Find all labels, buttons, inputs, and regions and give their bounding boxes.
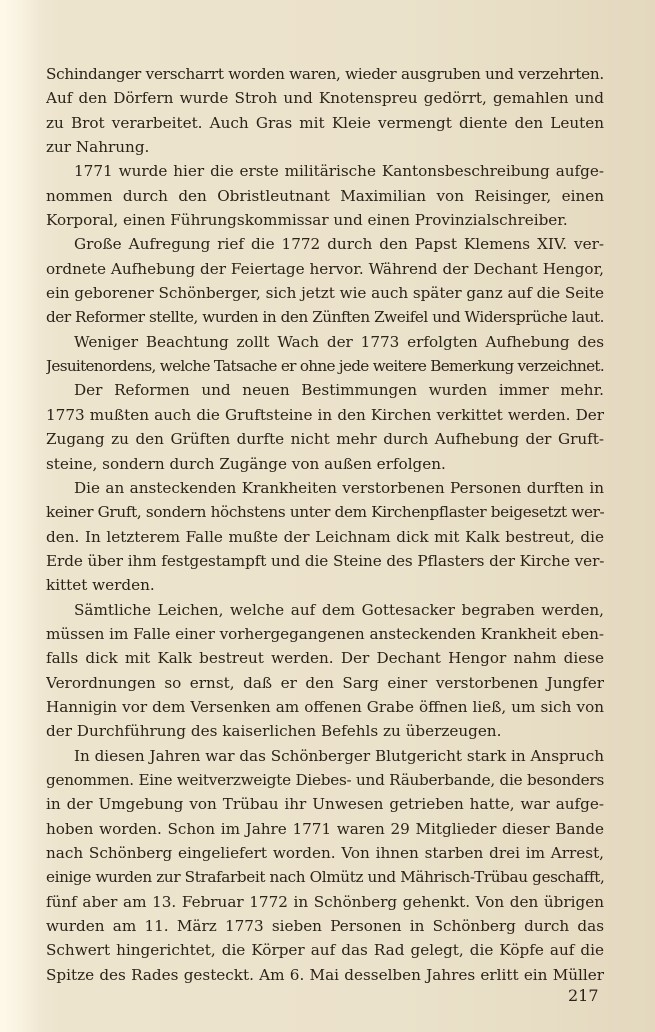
text-line: Spitze des Rades gesteckt. Am 6. Mai desselben Jahres erlitt ein Müller — [46, 965, 604, 984]
paragraph — [46, 378, 604, 475]
text-line: steine, sondern durch Zugänge von außen erfolgen. — [46, 454, 446, 473]
text-line: ein geborener Schönberger, sich jetzt wie auch später ganz auf die Seite — [46, 284, 604, 303]
text-line: hoben worden. Schon im Jahre 1771 waren 29 Mitglieder dieser Bande — [46, 819, 604, 838]
text-line: nach Schönberg eingeliefert worden. Von ihnen starben drei im Arrest, — [46, 844, 604, 862]
text-line: zu Brot verarbeitet. Auch Gras mit Kleie vermengt diente den Leuten — [46, 113, 604, 132]
text-line: fünf aber am 13. Februar 1772 in Schönberg gehenkt. Von den übrigen — [46, 892, 604, 911]
paragraph — [46, 598, 604, 744]
text-line: falls dick mit Kalk bestreut werden. Der Dechant Hengor nahm diese — [46, 649, 604, 668]
text-line: der Reformer stellte, wurden in den Zünften Zweifel und Widersprüche laut. — [46, 308, 604, 327]
text-line: müssen im Falle einer vorhergegangenen ansteckenden Krankheit eben- — [46, 624, 604, 643]
text-line: in der Umgebung von Trübau ihr Unwesen getrieben hatte, war aufge- — [46, 795, 604, 814]
text-line: 1771 wurde hier die erste militärische Kantonsbeschreibung aufge- — [74, 162, 604, 181]
paragraph — [46, 744, 604, 987]
text-line: Die an ansteckenden Krankheiten verstorbenen Personen durften in — [74, 478, 604, 497]
text-line: ordnete Aufhebung der Feiertage hervor. Während der Dechant Hengor, — [46, 259, 604, 278]
text-line: Auf den Dörfern wurde Stroh und Knotenspreu gedörrt, gemahlen und — [46, 89, 604, 108]
text-line: der Durchführung des kaiserlichen Befehls zu überzeugen. — [46, 722, 502, 741]
text-line: Sämtliche Leichen, welche auf dem Gottesacker begraben werden, — [74, 600, 604, 619]
text-line: einige wurden zur Strafarbeit nach Olmütz und Mährisch-Trübau geschafft, — [46, 868, 604, 887]
text-line: Jesuitenordens, welche Tatsache er ohne jede weitere Bemerkung verzeichnet. — [46, 357, 604, 376]
text-line: nommen durch den Obristleutnant Maximilian von Reisinger, einen — [46, 186, 604, 205]
text-line: In diesen Jahren war das Schönberger Blutgericht stark in Anspruch — [74, 746, 604, 765]
paragraph — [46, 62, 604, 159]
text-line: Erde über ihm festgestampft und die Steine des Pflasters der Kirche ver- — [46, 551, 604, 570]
text-line: Weniger Beachtung zollt Wach der 1773 erfolgten Aufhebung des — [74, 332, 604, 351]
text-line: genommen. Eine weitverzweigte Diebes- und Räuberbande, die besonders — [46, 770, 604, 789]
text-line: Schindanger verscharrt worden waren, wieder ausgruben und verzehrten. — [46, 65, 604, 83]
body-text — [46, 62, 604, 987]
text-line: Verordnungen so ernst, daß er den Sarg einer verstorbenen Jungfer — [46, 673, 604, 692]
text-line: den. In letzterem Falle mußte der Leichnam dick mit Kalk bestreut, die — [46, 527, 604, 546]
text-line: Schwert hingerichtet, die Körper auf das Rad gelegt, die Köpfe auf die — [46, 941, 604, 960]
text-line: Große Aufregung rief die 1772 durch den Papst Klemens XIV. ver- — [74, 235, 604, 254]
text-line: Korporal, einen Führungskommissar und einen Provinzialschreiber. — [46, 211, 568, 230]
text-line: wurden am 11. März 1773 sieben Personen in Schönberg durch das — [46, 917, 604, 936]
text-line: Hannigin vor dem Versenken am offenen Grabe öffnen ließ, um sich von — [46, 697, 604, 716]
text-line: zur Nahrung. — [46, 138, 150, 157]
gutter-highlight — [0, 0, 40, 1032]
paragraph — [46, 159, 604, 232]
text-line: kittet werden. — [46, 576, 155, 595]
paragraph — [46, 476, 604, 598]
paragraph — [46, 330, 604, 379]
text-line: 1773 mußten auch die Gruftsteine in den Kirchen verkittet werden. Der — [46, 405, 604, 424]
text-line: keiner Gruft, sondern höchstens unter dem Kirchenpflaster beigesetzt wer- — [46, 503, 604, 522]
page-number: 217 — [568, 986, 599, 1005]
text-line: Der Reformen und neuen Bestimmungen wurden immer mehr. — [74, 381, 604, 400]
paragraph — [46, 232, 604, 329]
text-line: Zugang zu den Grüften durfte nicht mehr durch Aufhebung der Gruft- — [46, 430, 604, 449]
